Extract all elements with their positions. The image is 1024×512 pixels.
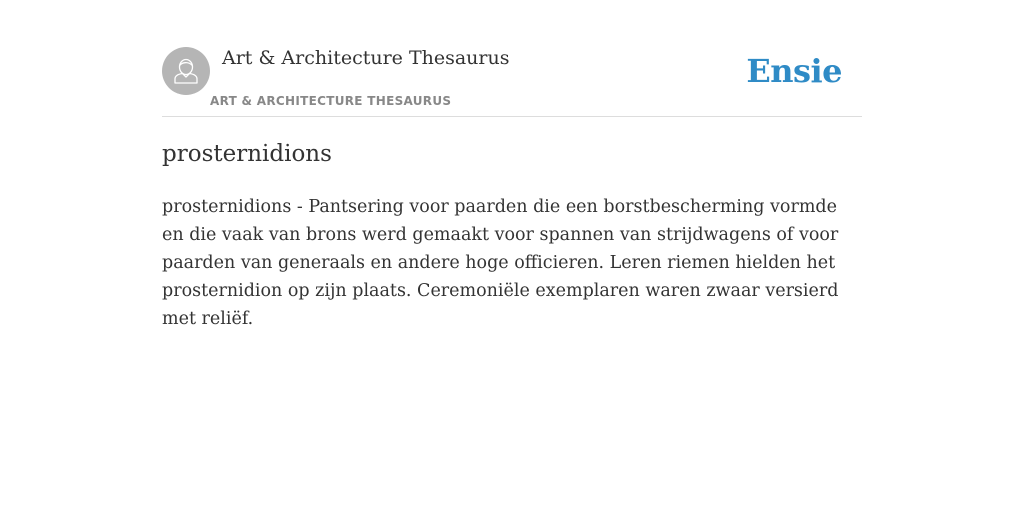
author-name[interactable]: Art & Architecture Thesaurus: [222, 47, 510, 69]
avatar[interactable]: [162, 47, 210, 95]
entry-header: [162, 46, 862, 117]
page-title: prosternidions: [162, 141, 332, 167]
ensie-logo[interactable]: Ensie: [746, 52, 842, 90]
definition-text: prosternidions - Pantsering voor paarden die een borstbescherming vormde en die vaak van brons werd gemaakt voor spannen van strijdwagens of voor paarden van generaals en andere hoge officieren. Leren riemen hielden het prosternidion op zijn plaats. Ceremoniële exemplaren waren zwaar versierd met reliëf.: [162, 197, 839, 329]
user-icon: [162, 47, 210, 95]
category-link[interactable]: ART & ARCHITECTURE THESAURUS: [210, 94, 452, 108]
